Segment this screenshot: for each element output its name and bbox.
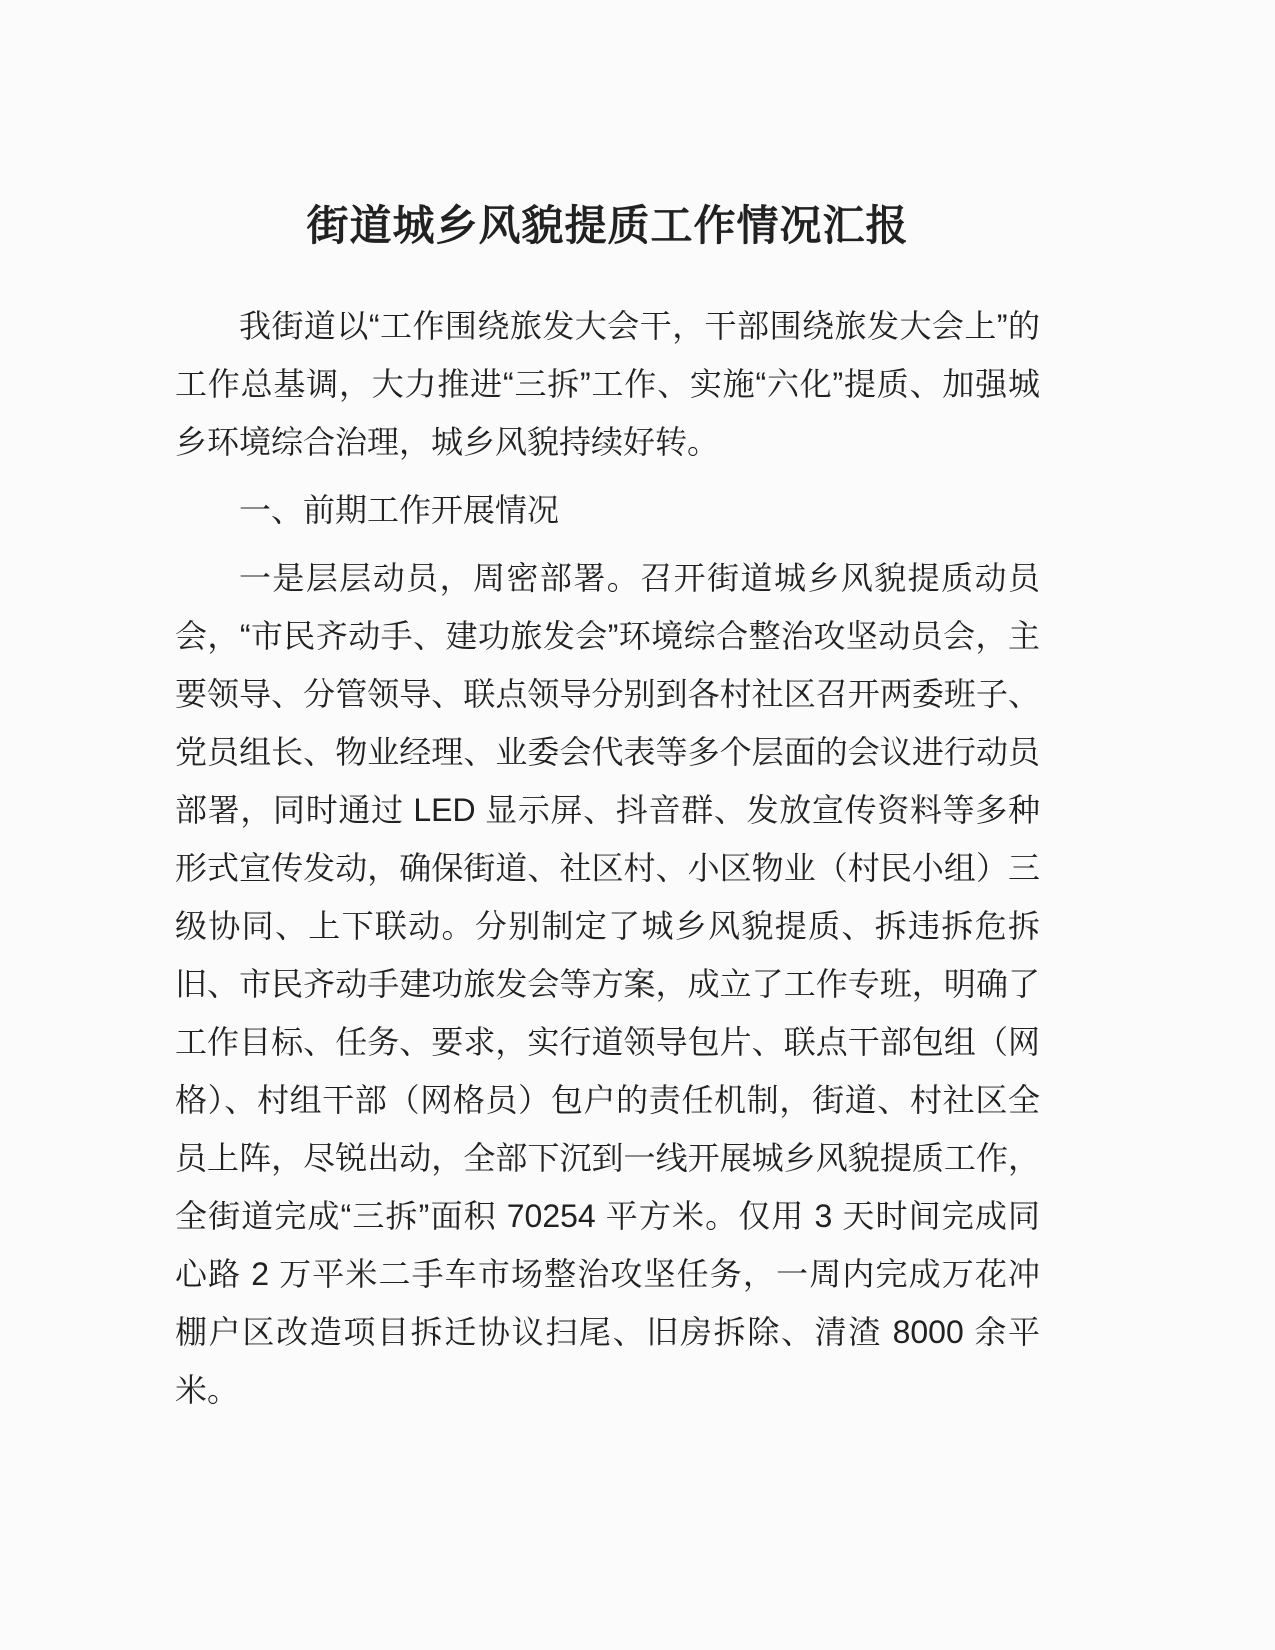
document-title: 街道城乡风貌提质工作情况汇报 bbox=[306, 202, 909, 249]
paragraph-intro: 我街道以“工作围绕旅发大会干，干部围绕旅发大会上”的工作总基调，大力推进“三拆”工作、实施“六化”提质、加强城乡环境综合治理，城乡风貌持续好转。 bbox=[175, 307, 1040, 460]
section-heading-1: 一、前期工作开展情况 bbox=[239, 491, 560, 528]
paragraph-section-1-body: 一是层层动员，周密部署。召开街道城乡风貌提质动员会，“市民齐动手、建功旅发会”环境综合整治攻坚动员会，主要领导、分管领导、联点领导分别到各村社区召开两委班子、党员组长、物业经理、业委会代表等多个层面的会议进行动员部署，同时通过 LED 显示屏、抖音群、发放宣传资料等多种形式宣传发动，确保街道、社区村、小区物业（村民小组）三级协同、上下联动。分别制定了城乡风貌提质、拆违拆危拆旧、市民齐动手建功旅发会等方案，成立了工作专班，明确了工作目标、任务、要求，实行道领导包片、联点干部包组（网格）、村组干部（网格员）包户的责任机制，街道、村社区全员上阵，尽锐出动，全部下沉到一线开展城乡风貌提质工作，全街道完成“三拆”面积 70254 平方米。仅用 3 天时间完成同心路 2 万平米二手车市场整治攻坚任务，一周内完成万花冲棚户区改造项目拆迁协议扫尾、旧房拆除、清渣 8000 余平米。 bbox=[175, 559, 1040, 1408]
